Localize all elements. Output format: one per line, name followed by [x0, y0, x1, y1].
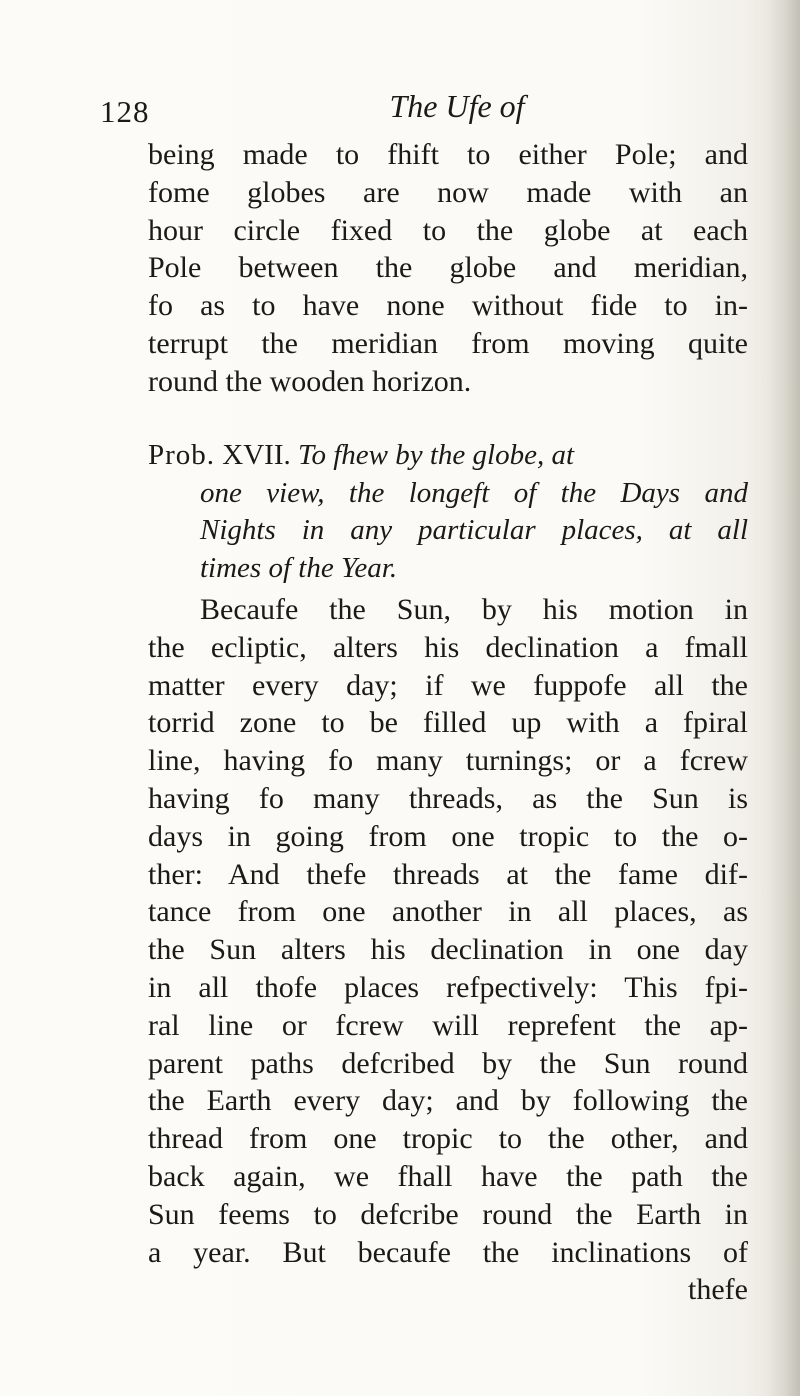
problem-title-line: times of the Year.: [200, 551, 398, 584]
text-line: having fo many threads, as the Sun is: [148, 781, 748, 815]
text-line: hour circle fixed to the globe at each: [148, 213, 748, 247]
text-line: parent paths defcribed by the Sun round: [148, 1046, 748, 1080]
text-line: in all thofe places refpectively: This fpi-: [148, 970, 748, 1004]
catchword: thefe: [688, 1273, 748, 1307]
text-line: a year. But becaufe the inclinations of: [148, 1235, 748, 1269]
text-line: the Sun alters his declination in one day: [148, 933, 748, 967]
text-line: ther: And thefe threads at the fame dif-: [148, 857, 748, 891]
text-line: terrupt the meridian from moving quite: [148, 326, 748, 360]
page-header: [0, 88, 800, 138]
text-line: line, having fo many turnings; or a fcrew: [148, 744, 748, 778]
text-line: round the wooden horizon.: [148, 364, 472, 398]
text-line: the Earth every day; and by following the: [148, 1084, 748, 1118]
text-line: the ecliptic, alters his declination a fmall: [148, 630, 748, 664]
problem-title-line: one view, the longeft of the Days and: [200, 476, 748, 509]
text-line: days in going from one tropic to the o-: [148, 819, 748, 853]
text-line: Sun feems to defcribe round the Earth in: [148, 1197, 748, 1231]
paragraph-2: [148, 591, 748, 1309]
text-line: matter every day; if we fuppofe all the: [148, 668, 748, 702]
text-line: back again, we fhall have the path the: [148, 1159, 748, 1193]
page-edge-shadow: [766, 0, 800, 1396]
text-line: fome globes are now made with an: [148, 175, 748, 209]
text-line: ral line or fcrew will reprefent the ap-: [148, 1008, 748, 1042]
problem-title-line: [148, 437, 748, 475]
text-line: tance from one another in all places, as: [148, 895, 748, 929]
text-line: thread from one tropic to the other, and: [148, 1122, 748, 1156]
problem-label: Prob.: [148, 439, 216, 471]
page-number: 128: [100, 94, 150, 129]
text-line: Pole between the globe and meridian,: [148, 251, 748, 285]
problem-heading: [148, 437, 748, 587]
text-line: Becaufe the Sun, by his motion in: [200, 593, 748, 626]
problem-title-start: To fhew by the globe, at: [298, 439, 575, 471]
paragraph-1: [148, 136, 748, 401]
text-line: torrid zone to be filled up with a fpiral: [148, 706, 748, 740]
problem-title-line: Nights in any particular places, at all: [200, 514, 748, 546]
text-line: being made to fhift to either Pole; and: [148, 138, 748, 171]
running-head: The Ufe of: [389, 88, 525, 124]
problem-number: XVII.: [222, 439, 291, 471]
text-line: fo as to have none without fide to in-: [148, 289, 748, 323]
